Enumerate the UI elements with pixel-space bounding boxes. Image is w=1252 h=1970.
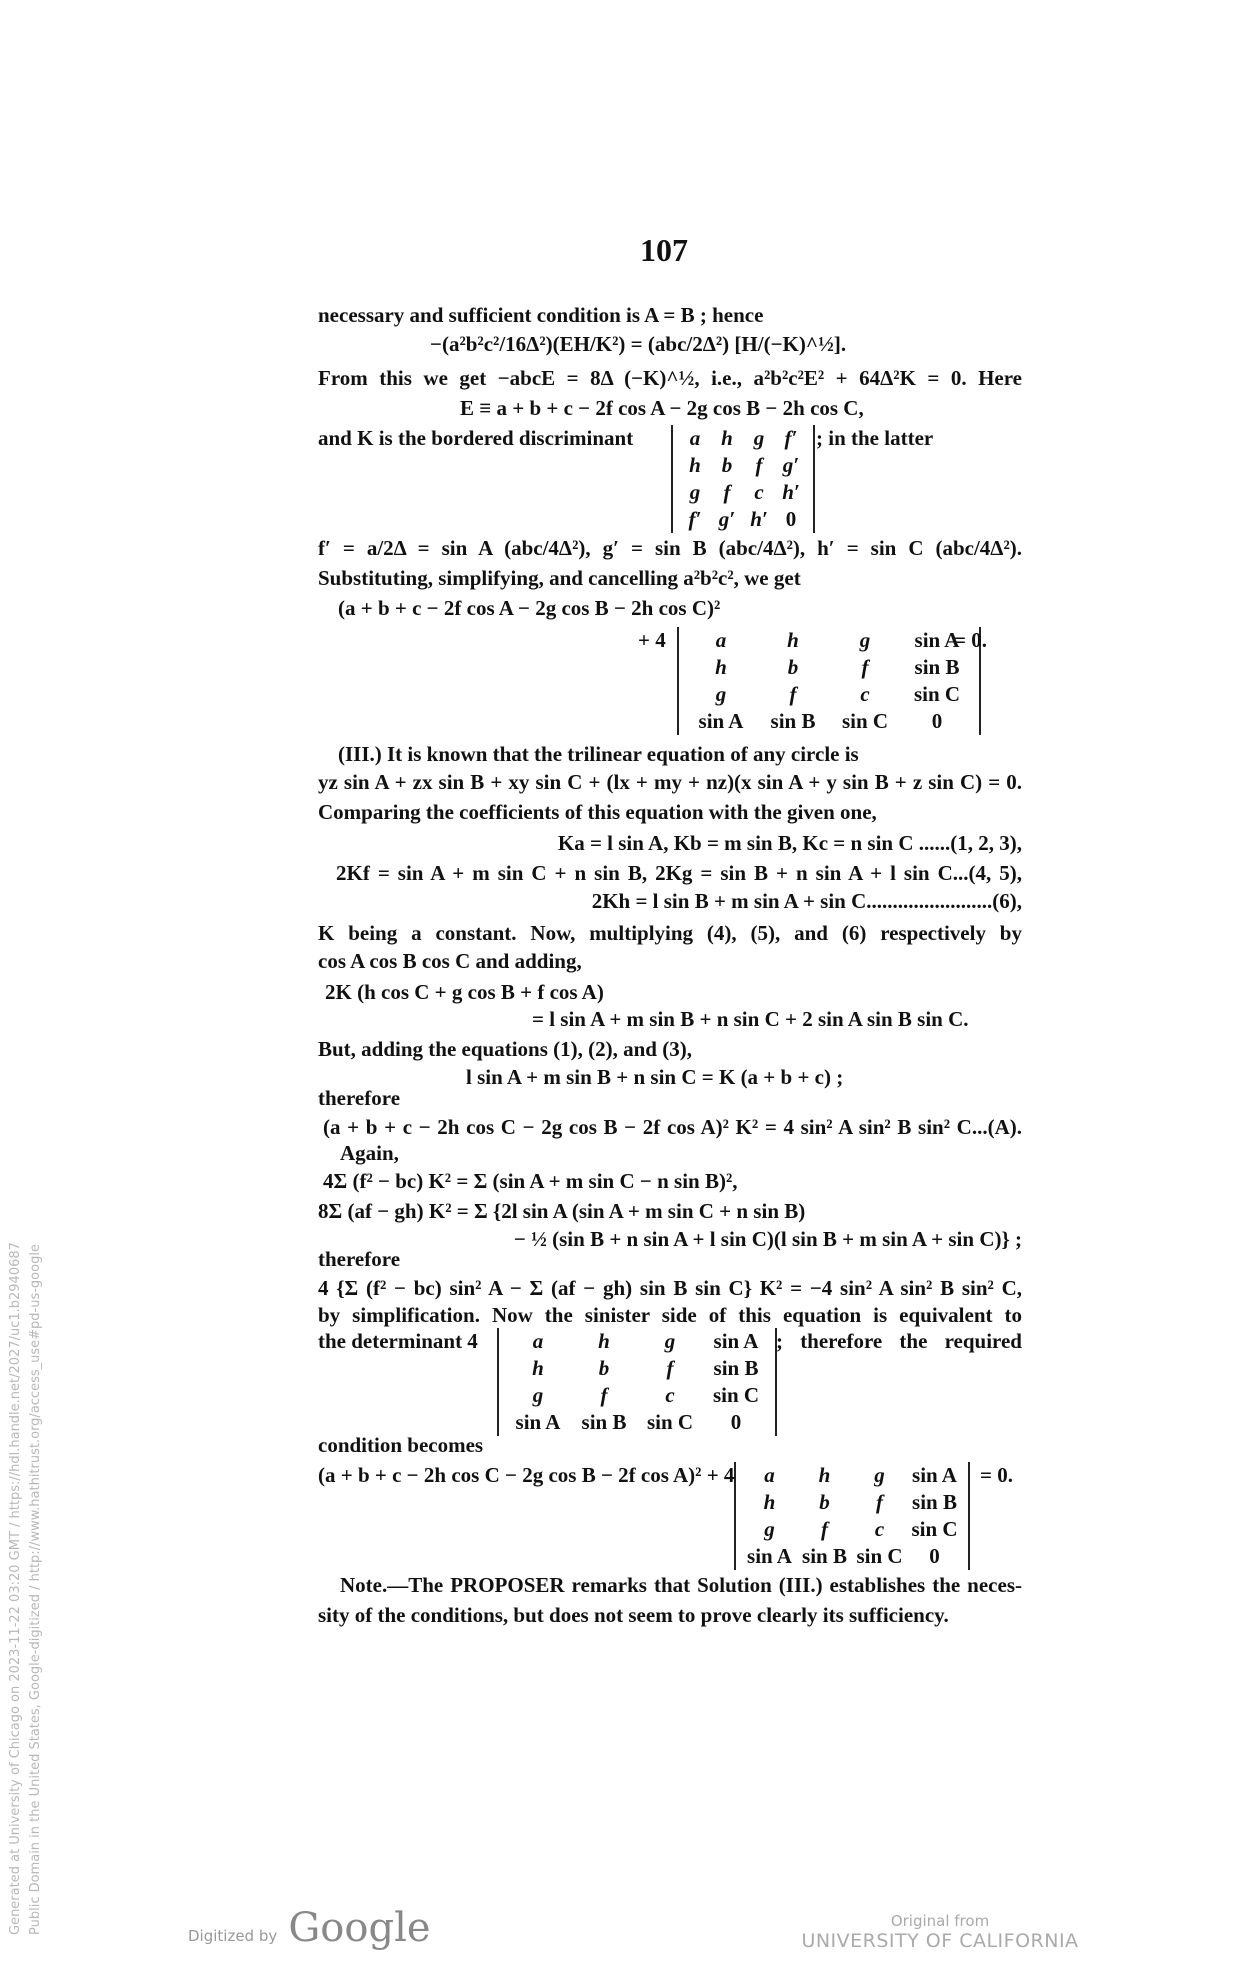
matrix-cell: g (664, 1329, 676, 1353)
matrix-cell: sin B (914, 655, 960, 679)
digitized-by-google (188, 1905, 431, 1951)
matrix-cell: g (859, 628, 871, 652)
text-line: and K is the bordered discriminant (318, 426, 634, 450)
matrix-cell: g (753, 426, 765, 450)
matrix-cell: g (764, 1517, 775, 1541)
equation: 2Kh = l sin B + m sin A + sin C........................(6), (591, 889, 1022, 913)
matrix-cell: sin C (856, 1544, 903, 1568)
text-line: therefore (318, 1086, 401, 1110)
text-line: Again, (340, 1141, 399, 1165)
matrix-cell: f′ (688, 507, 702, 531)
matrix-cell: sin C (712, 1383, 760, 1407)
equation: − ½ (sin B + n sin A + l sin C)(l sin B + m sin A + sin C)} ; (513, 1227, 1022, 1251)
matrix-cell: a (532, 1329, 544, 1353)
sine-determinant (677, 627, 981, 735)
matrix-cell: h′ (782, 480, 800, 504)
matrix-cell: h (715, 655, 727, 679)
text-line: ; therefore the required (776, 1329, 1022, 1353)
text-line: From this we get −abcE = 8Δ (−K)^½, i.e., a²b²c²E² + 64Δ²K = 0. Here (318, 366, 1022, 390)
equation: Ka = l sin A, Kb = m sin B, Kc = n sin C ......(1, 2, 3), (557, 831, 1022, 855)
google-logo: Google (288, 1905, 431, 1951)
equation: 2K (h cos C + g cos B + f cos A) (325, 980, 604, 1004)
watermark-line: Generated at University of Chicago on 2023-11-22 03:20 GMT / https://hdl.handle.net/2027/uc1.b2940687 (8, 1242, 23, 1935)
text-line: the determinant 4 (318, 1329, 478, 1353)
matrix-cell: h (787, 628, 799, 652)
section-heading: (III.) It is known that the trilinear equation of any circle is (338, 742, 859, 766)
matrix-cell: sin B (770, 709, 816, 733)
text-line: cos A cos B cos C and adding, (318, 949, 582, 973)
text-line: necessary and sufficient condition is A = B ; hence (318, 303, 764, 327)
equation: E ≡ a + b + c − 2f cos A − 2g cos B − 2h cos C, (460, 396, 864, 420)
matrix-cell: sin A (747, 1544, 792, 1568)
page-number: 107 (640, 232, 688, 268)
matrix-cell: c (860, 682, 870, 706)
matrix-cell: f (723, 480, 731, 504)
text-line: by simplification. Now the sinister side of this equation is equivalent to (318, 1303, 1022, 1327)
matrix-cell: g (715, 682, 727, 706)
matrix-cell: f′ (784, 426, 798, 450)
matrix-cell: f (789, 682, 797, 706)
equation: 4Σ (f² − bc) K² = Σ (sin A + m sin C − n sin B)², (323, 1169, 738, 1193)
matrix-cell: sin B (912, 1490, 957, 1514)
matrix-cell: h (721, 426, 733, 450)
equation: + 4 (638, 628, 666, 652)
sine-determinant (734, 1462, 970, 1570)
equation: = 0. (980, 1463, 1013, 1487)
matrix-cell: h (689, 453, 701, 477)
equation: −(a²b²c²/16Δ²)(EH/K²) = (abc/2Δ²) [H/(−K)^½]. (430, 332, 847, 356)
matrix-cell: a (689, 426, 701, 450)
equation: (a + b + c − 2f cos A − 2g cos B − 2h cos C)² (338, 596, 721, 620)
digitized-by-label: Digitized by (188, 1927, 278, 1945)
matrix-cell: b (598, 1356, 610, 1380)
matrix-cell: g (532, 1383, 544, 1407)
note-line: sity of the conditions, but does not seem to prove clearly its sufficiency. (318, 1603, 949, 1627)
matrix-cell: sin A (515, 1410, 561, 1434)
matrix-cell: f (755, 453, 763, 477)
matrix-cell: h (598, 1329, 610, 1353)
matrix-cell: a (764, 1463, 775, 1487)
matrix-cell: c (754, 480, 764, 504)
matrix-cell: f (600, 1383, 608, 1407)
equation: = l sin A + m sin B + n sin C + 2 sin A sin B sin C. (532, 1007, 969, 1031)
bordered-discriminant-matrix (671, 425, 815, 533)
matrix-cell: f (666, 1356, 674, 1380)
matrix-cell: h (532, 1356, 544, 1380)
text-line: Comparing the coefficients of this equation with the given one, (318, 800, 877, 824)
matrix-cell: g′ (718, 507, 736, 531)
matrix-cell: b (819, 1490, 830, 1514)
text-line: K being a constant. Now, multiplying (4), (5), and (6) respectively by (318, 921, 1022, 945)
equation: yz sin A + zx sin B + xy sin C + (lx + my + nz)(x sin A + y sin B + z sin C) = 0. (318, 770, 1022, 794)
matrix-cell: sin A (912, 1463, 957, 1487)
equation: (a + b + c − 2h cos C − 2g cos B − 2f cos A)² + 4 (318, 1463, 735, 1487)
equation: (a + b + c − 2h cos C − 2g cos B − 2f cos A)² K² = 4 sin² A sin² B sin² C...(A). (323, 1115, 1022, 1139)
text-line: ; in the latter (816, 426, 934, 450)
matrix-cell: sin C (913, 682, 961, 706)
matrix-cell: f (861, 655, 869, 679)
matrix-cell: sin B (713, 1356, 759, 1380)
text-line: condition becomes (318, 1433, 484, 1457)
matrix-cell: sin A (698, 709, 744, 733)
equation: = 0. (954, 628, 987, 652)
matrix-cell: g (874, 1463, 885, 1487)
matrix-cell: sin B (581, 1410, 627, 1434)
matrix-cell: sin A (713, 1329, 759, 1353)
text-line: therefore (318, 1247, 401, 1271)
equation: 8Σ (af − gh) K² = Σ {2l sin A (sin A + m sin C + n sin B) (318, 1199, 806, 1223)
matrix-cell: c (874, 1517, 885, 1541)
matrix-cell: 0 (929, 1544, 940, 1568)
equation: 2Kf = sin A + m sin C + n sin B, 2Kg = sin B + n sin A + l sin C...(4, 5), (336, 861, 1022, 885)
text-line: Substituting, simplifying, and cancelling a²b²c², we get (318, 566, 801, 590)
matrix-cell: sin B (802, 1544, 847, 1568)
watermark-line: Public Domain in the United States, Google-digitized / http://www.hathitrust.org/access_use#pd-us-google (28, 1244, 43, 1935)
equation: f′ = a/2Δ = sin A (abc/4Δ²), g′ = sin B (abc/4Δ²), h′ = sin C (abc/4Δ²). (318, 536, 1022, 560)
matrix-cell: 0 (931, 709, 943, 733)
matrix-cell: 0 (730, 1410, 742, 1434)
matrix-cell: sin C (646, 1410, 694, 1434)
institution-name: UNIVERSITY OF CALIFORNIA (801, 1930, 1079, 1952)
matrix-cell: 0 (785, 507, 797, 531)
original-source (800, 1912, 1080, 1952)
matrix-cell: a (715, 628, 727, 652)
matrix-cell: sin C (841, 709, 889, 733)
equation: 4 {Σ (f² − bc) sin² A − Σ (af − gh) sin B sin C} K² = −4 sin² A sin² B sin² C, (318, 1276, 1022, 1300)
matrix-cell: b (721, 453, 733, 477)
matrix-cell: c (665, 1383, 675, 1407)
original-from-label: Original from (890, 1912, 990, 1930)
equation: l sin A + m sin B + n sin C = K (a + b + c) ; (466, 1065, 844, 1089)
matrix-cell: f (876, 1490, 883, 1514)
text-line: But, adding the equations (1), (2), and (3), (318, 1037, 692, 1061)
matrix-cell: h′ (750, 507, 768, 531)
sine-determinant (497, 1328, 777, 1436)
matrix-cell: f (821, 1517, 828, 1541)
matrix-cell: g′ (782, 453, 800, 477)
note-line: Note.—The PROPOSER remarks that Solution (III.) establishes the neces- (340, 1573, 1022, 1597)
matrix-cell: sin A (914, 628, 960, 652)
matrix-cell: sin C (911, 1517, 958, 1541)
matrix-cell: h (763, 1490, 776, 1514)
matrix-cell: h (818, 1463, 831, 1487)
matrix-cell: b (787, 655, 799, 679)
matrix-cell: g (689, 480, 701, 504)
